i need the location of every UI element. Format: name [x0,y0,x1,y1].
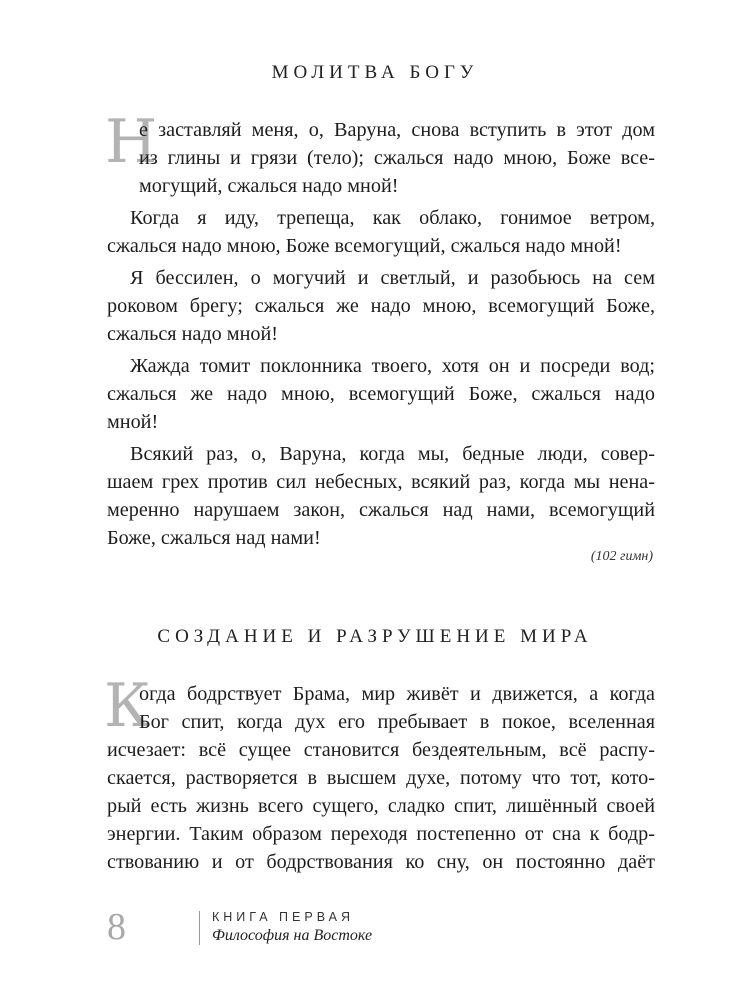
text-line: могущий, сжалься надо мной! [139,175,399,197]
text-line: меренно нарушаем закон, сжалься над нами, всемогущий [107,499,655,521]
page-number: 8 [107,906,126,948]
footer-book-label: КНИГА ПЕРВАЯ [212,910,354,924]
text-line: сжалься же надо мною, всемогущий Боже, сжалься надо [107,383,655,405]
text-line: е заставляй меня, о, Варуна, снова вступить в этот дом [139,119,655,141]
text-line: Жажда томит поклонника твоего, хотя он и посреди вод; [130,355,655,377]
text-line: рый есть жизнь всего сущего, сладко спит, лишённый своей [107,795,655,817]
dropcap-letter: Н [105,107,158,177]
section-title-creation: СОЗДАНИЕ И РАЗРУШЕНИЕ МИРА [157,626,593,647]
text-line: Боже, сжалься над нами! [107,527,321,549]
text-line: Всякий раз, о, Варуна, когда мы, бедные люди, совер- [130,443,655,465]
text-line: роковом брегу; сжалься же надо мною, всемогущий Боже, [107,295,655,317]
text-line: исчезает: всё сущее становится бездеятельным, всё распу- [107,739,655,761]
footer-divider [199,911,200,945]
text-line: шаем грех против сил небесных, всякий раз, когда мы нена- [107,471,655,493]
text-line: из глины и грязи (тело); сжалься надо мною, Боже все- [139,147,655,169]
hymn-citation: (102 гимн) [590,549,653,564]
text-line: Я бессилен, о могучий и светлый, и разобьюсь на сем [130,267,655,289]
dropcap-letter: К [104,671,151,741]
creation-text-block [107,680,655,876]
text-line: огда бодрствует Брама, мир живёт и движется, а когда [139,683,655,705]
text-line: мной! [107,411,159,433]
text-line: скается, растворяется в высшем духе, потому что тот, кото- [107,767,655,789]
text-line: ствованию и от бодрствования ко сну, он постоянно даёт [107,851,655,873]
text-line: Когда я иду, трепеща, как облако, гонимое ветром, [130,207,655,229]
text-line: сжалься надо мной! [107,323,278,345]
text-line: энергии. Таким образом переходя постепенно от сна к бодр- [107,823,655,845]
prayer-text-block [107,116,655,552]
footer-subtitle: Философия на Востоке [212,927,373,944]
text-line: Бог спит, когда дух его пребывает в покое, вселенная [139,711,655,733]
text-line: сжалься надо мною, Боже всемогущий, сжалься надо мной! [107,235,622,257]
section-title-prayer: МОЛИТВА БОГУ [271,62,479,83]
